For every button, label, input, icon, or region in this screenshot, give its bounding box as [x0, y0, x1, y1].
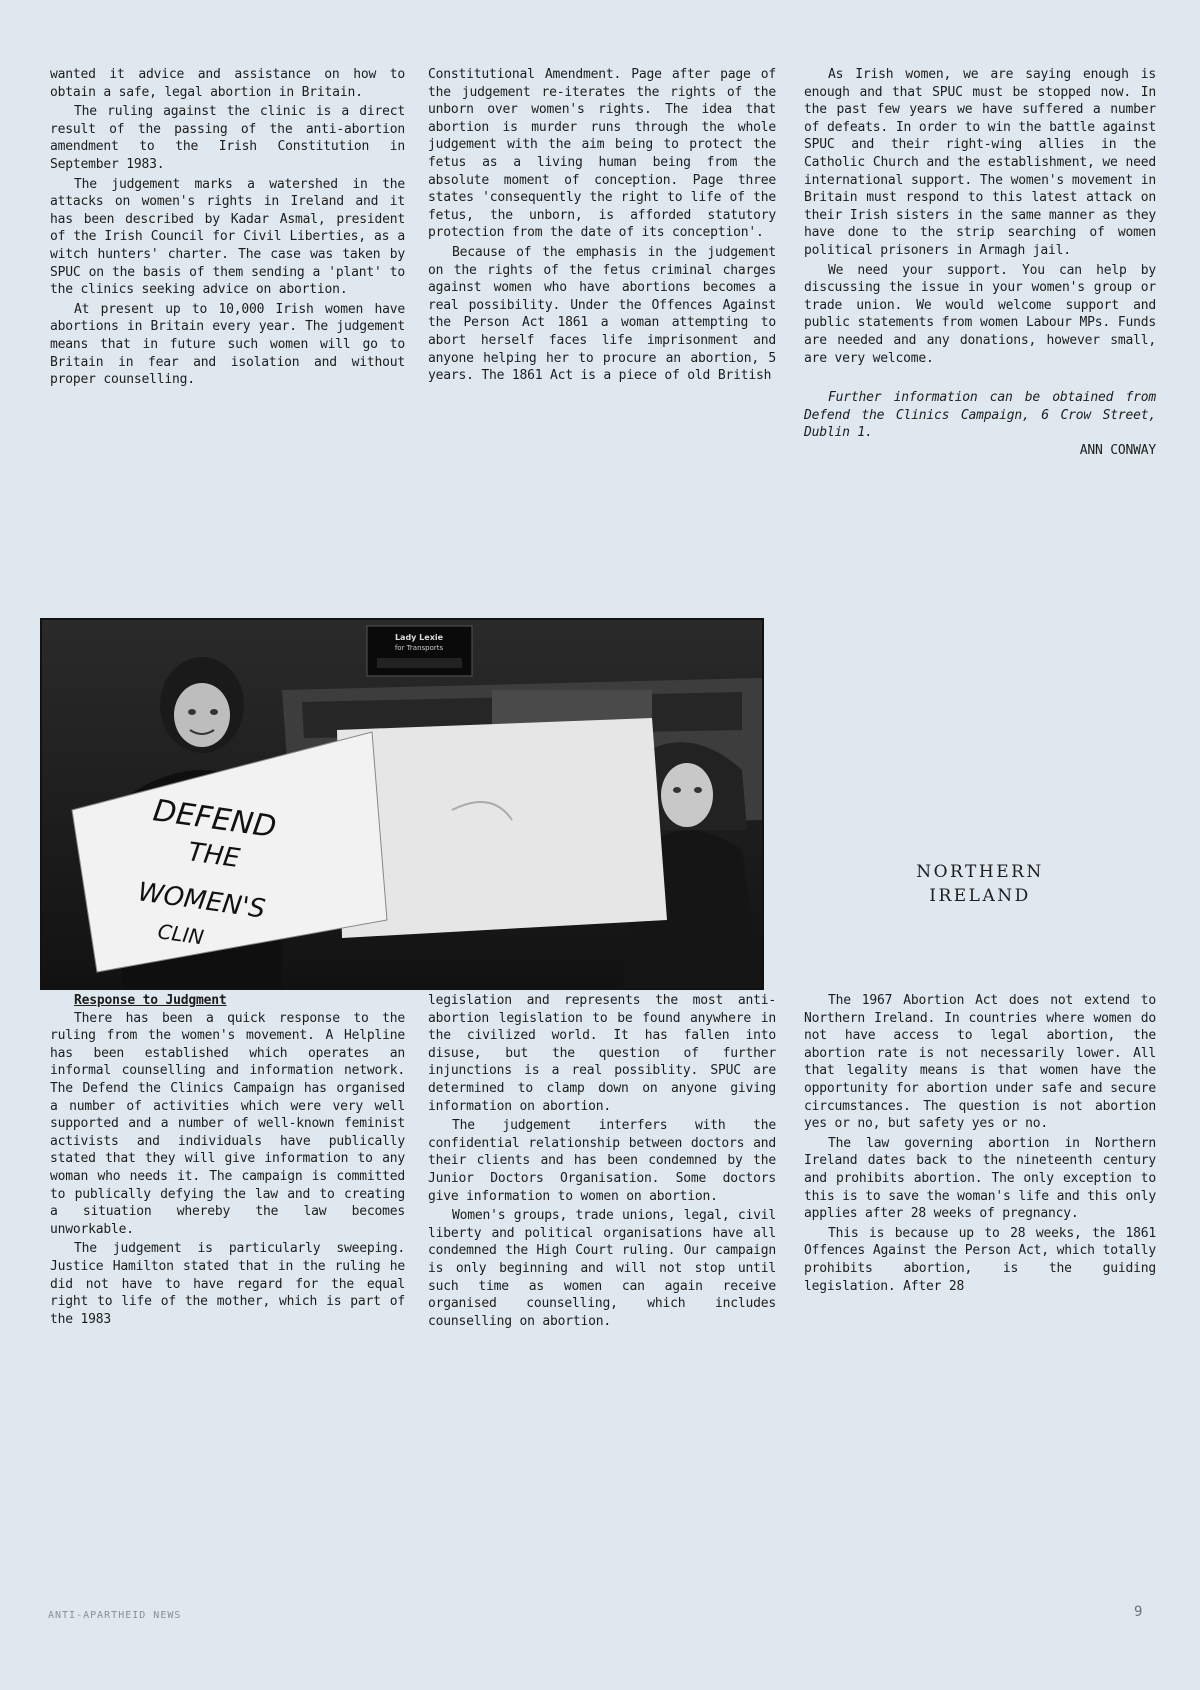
paragraph: wanted it advice and assistance on how to obtain a safe, legal abortion in Britain. [50, 67, 405, 100]
sign-line-2: for Transports [394, 644, 444, 652]
page-number: 9 [1134, 1604, 1143, 1620]
paragraph: legislation and represents the most anti-abortion legislation to be found anywhere in the civilized world. It has fallen into disuse, but the question of further injunctions is a real possiblity. SPUC are determined to clamp down on anyone giving information on abortion. [428, 993, 776, 1114]
paragraph: At present up to 10,000 Irish women have abortions in Britain every year. The judgement means that in future such women will go to Britain in fear and isolation and without proper counselling. [50, 301, 405, 388]
byline: ANN CONWAY [1079, 442, 1156, 458]
column-2-top [428, 66, 776, 385]
street-sign [367, 626, 472, 676]
column-1-bottom [50, 992, 405, 1328]
paragraph: The 1967 Abortion Act does not extend to Northern Ireland. In countries where women do not have access to legal abortion, the abortion rate is not necessarily lower. All that legality means is that women have the opportunity for abortion under safe and secure circumstances. The question is not abortion yes or no, but safety yes or no. [804, 993, 1156, 1132]
svg-text:DEFEND: DEFEND [150, 793, 279, 846]
paragraph: We need your support. You can help by discussing the issue in your women's group or trade union. We would welcome support and public statements from women Labour MPs. Funds are needed and any donations, however small, are very welcome. [804, 262, 1156, 366]
paragraph: The judgement is particularly sweeping. Justice Hamilton stated that in the ruling he did not have to have regard for the equal right to life of the mother, which is part of the 1983 [50, 1241, 405, 1327]
subheading: Response to Judgment [74, 993, 227, 1008]
further-information: Further information can be obtained from Defend the Clinics Campaign, 6 Crow Street, Dublin 1. [804, 390, 1156, 441]
svg-text:CLIN: CLIN [156, 919, 206, 950]
paragraph: This is because up to 28 weeks, the 1861 Offences Against the Person Act, which totally prohibits abortion, is the guiding legislation. After 28 [804, 1225, 1156, 1294]
section-title [820, 860, 1140, 908]
paragraph: The judgement marks a watershed in the attacks on women's rights in Ireland and it has been described by Kadar Asmal, president of the Irish Council for Civil Liberties, as a witch hunters' charter. The case was taken by SPUC on the basis of them sending a 'plant' to the clinics seeking advice on abortion. [50, 176, 405, 298]
svg-text:WOMEN'S: WOMEN'S [136, 877, 268, 925]
column-2-bottom [428, 992, 776, 1330]
footer-publication: ANTI-APARTHEID NEWS [48, 1610, 182, 1621]
section-title-line-2: IRELAND [929, 886, 1031, 906]
paragraph: Because of the emphasis in the judgement on the rights of the fetus criminal charges against women who have abortions becomes a real possibility. Under the Offences Against the Person Act 1861 a woman attempting to abort herself faces life imprisonment and anyone helping her to procure an abortion, 5 years. The 1861 Act is a piece of old British [428, 244, 776, 384]
paragraph: The law governing abortion in Northern Ireland dates back to the nineteenth century and prohibits abortion. The only exception to this is to save the woman's life and this only applies after 28 weeks of pregnancy. [804, 1135, 1156, 1222]
paragraph: The judgement interfers with the confidential relationship between doctors and their clients and has been condemned by the Junior Doctors Organisation. Some doctors give information to women on abortion. [428, 1118, 776, 1204]
paragraph: As Irish women, we are saying enough is enough and that SPUC must be stopped now. In the past few years we have suffered a number of defeats. In order to win the battle against SPUC and their right-wing allies in the Catholic Church and the establishment, we need international support. The women's movement in Britain must respond to this latest attack on their Irish sisters in the same manner as they have done to the strip searching of women political prisoners in Armagh jail. [804, 67, 1156, 258]
column-1-top [50, 66, 405, 389]
paragraph: Women's groups, trade unions, legal, civil liberty and political organisations have all condemned the High Court ruling. Our campaign is only beginning and will not stop until such time as women can again receive organised counselling, which includes counselling on abortion. [428, 1208, 776, 1329]
sign-line-1: Lady Lexie [394, 633, 444, 642]
svg-text:THE: THE [186, 837, 242, 875]
section-title-line-1: NORTHERN [916, 862, 1044, 882]
paragraph: Constitutional Amendment. Page after page of the judgement re-iterates the rights of the unborn over women's rights. The idea that abortion is murder runs through the whole judgement with the aim being to protect the fetus as a living human being from the absolute moment of conception. Page three states 'consequently the right to life of the fetus, the unborn, is afforded statutory protection from the date of its conception'. [428, 67, 776, 241]
paragraph: There has been a quick response to the ruling from the women's movement. A Helpline has been established which operates an informal counselling and information network. The Defend the Clinics Campaign has organised a number of activities which were very well supported and a number of well-known feminist activists and individuals have publically stated that they will give information to any woman who needs it. The campaign is committed to publically defying the law and to creating a situation whereby the law becomes unworkable. [50, 1010, 405, 1237]
column-3-top [804, 66, 1156, 459]
column-3-bottom [804, 992, 1156, 1295]
paragraph: The ruling against the clinic is a direct result of the passing of the anti-abortion amendment to the Irish Constitution in September 1983. [50, 104, 405, 172]
protest-photo [40, 618, 764, 990]
